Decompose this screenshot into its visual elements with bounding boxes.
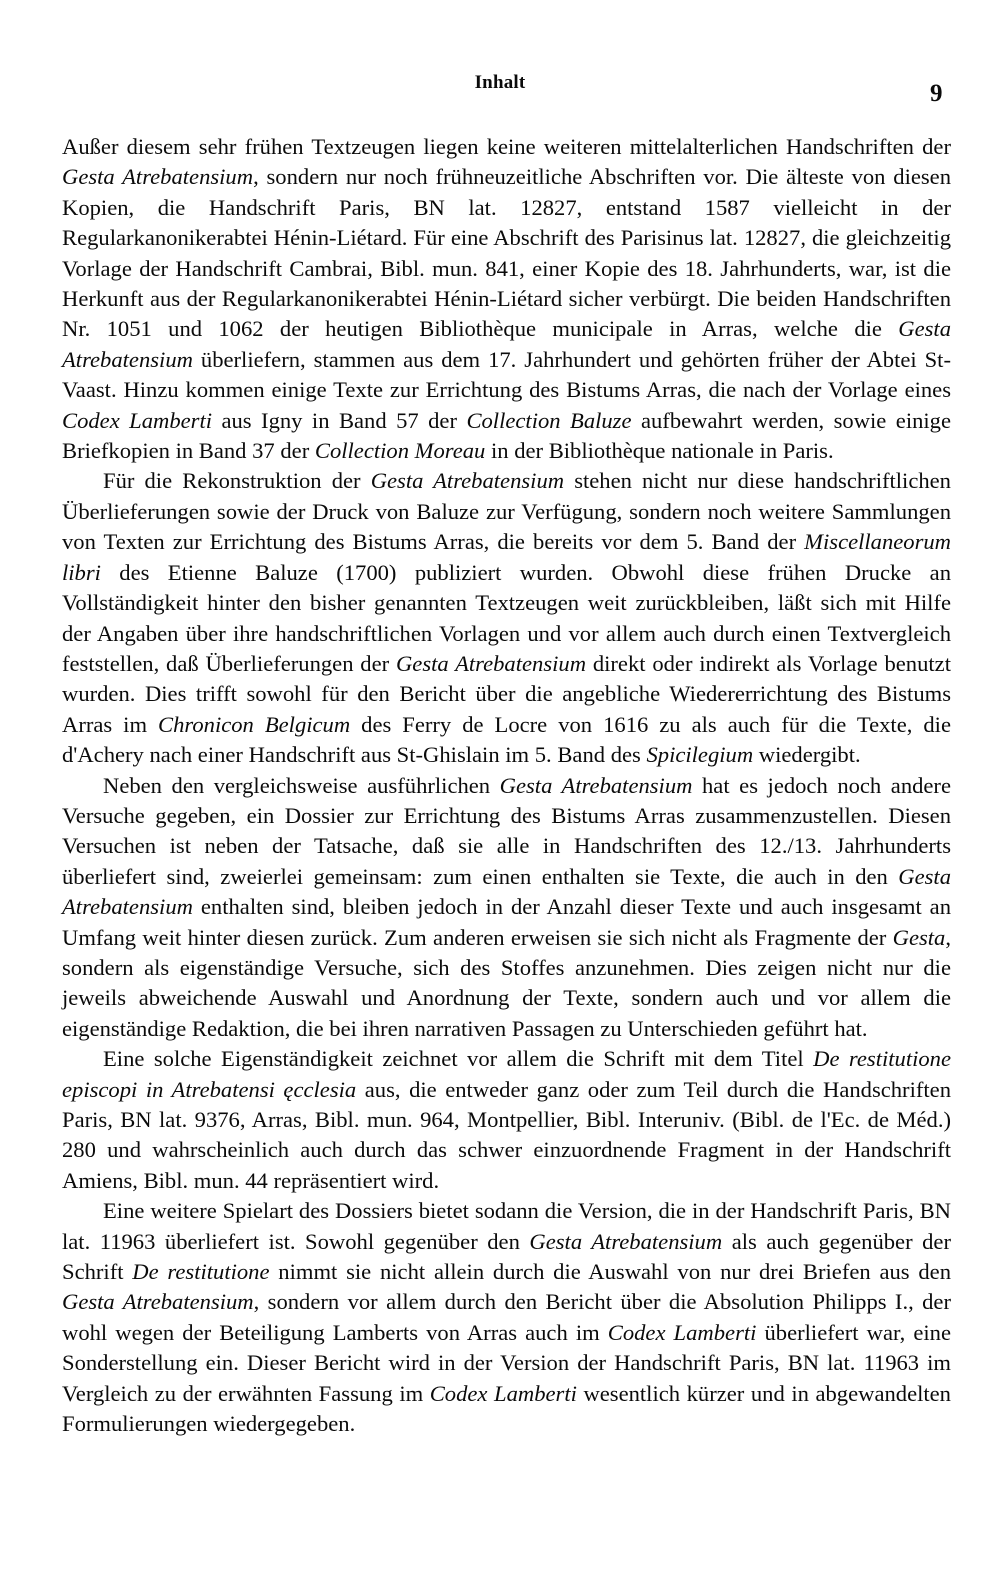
work-title: De restitutione (132, 1259, 270, 1285)
text-run: , sondern nur noch frühneuzeitliche Abschriften vor. Die älteste von diesen Kopien, die Handschrift Paris, BN lat. 12827, entstand 1587 vielleicht in der Regularkanonikerabtei Hénin-Liétard. Für eine Abschrift des Parisinus lat. 12827, die gleichzeitig Vorlage der Handschrift Cambrai, Bibl. mun. 841, einer Kopie des 18. Jahrhunderts, war, ist die Herkunft aus der Regularkanonikerabtei Hénin-Liétard sicher verbürgt. Die beiden Handschriften Nr. 1051 und 1062 der heutigen Bibliothèque municipale in Arras, welche die (62, 164, 951, 342)
page-number: 9 (930, 80, 943, 107)
work-title: Miscellaneorum libri (62, 529, 951, 585)
text-run: Für die Rekonstruktion der (103, 468, 371, 494)
text-run: Neben den vergleichsweise ausführlichen (103, 772, 500, 798)
text-run: des Ferry de Locre von 1616 zu als auch für die Texte, die d'Achery nach einer Handschrift aus St-Ghislain im 5. Band des (62, 711, 951, 768)
work-title: De restitutione episcopi in Atrebatensi ęcclesia (62, 1046, 952, 1102)
text-run: Außer diesem sehr frühen Textzeugen liegen keine weiteren mittelalterlichen Handschriften der (62, 134, 951, 159)
body-text (62, 132, 951, 1439)
text-run: nimmt sie nicht allein durch die Auswahl von nur drei Briefen aus den (269, 1259, 951, 1285)
work-title: Gesta Atrebatensium (62, 164, 254, 190)
text-run: wesentlich kürzer und in abgewandelten Formulierungen wiedergegeben. (62, 1380, 951, 1437)
work-title: Spicilegium (646, 742, 754, 768)
work-title: Codex Lamberti (607, 1319, 757, 1345)
paragraph-1 (62, 132, 951, 466)
work-title: Gesta Atrebatensium (499, 772, 693, 798)
work-title: Chronicon Belgicum (158, 711, 351, 737)
text-run: Eine solche Eigenständigkeit zeichnet vor allem die Schrift mit dem Titel (103, 1046, 814, 1072)
text-run: direkt oder indirekt als Vorlage benutzt wurden. Dies trifft sowohl für den Bericht über die angebliche Wiedererrichtung des Bistums Arras im (62, 650, 951, 737)
paragraph-4 (62, 1044, 951, 1196)
work-title: Collection Moreau (314, 438, 486, 464)
work-title: Gesta Atrebatensium (529, 1228, 723, 1254)
work-title: Codex Lamberti (429, 1380, 577, 1406)
paragraph-3 (62, 771, 951, 1045)
text-run: des Etienne Baluze (1700) publiziert wurden. Obwohl diese frühen Drucke an Vollständigkeit hinter den bisher genannten Textzeugen weit zurückbleiben, läßt sich mit Hilfe der Angaben über ihre handschriftlichen Vorlagen und vor allem auch durch einen Textvergleich feststellen, daß Überlieferungen der (62, 559, 951, 676)
text-run: als auch gegenüber der Schrift (62, 1228, 951, 1285)
text-run: hat es jedoch noch andere Versuche gegeben, ein Dossier zur Errichtung des Bistums Arras zusammenzustellen. Diesen Versuchen ist neben der Tatsache, daß sie alle in Handschriften des 12./13. Jahrhunderts überliefert sind, zweierlei gemeinsam: zum einen enthalten sie Texte, die auch in den (62, 772, 951, 889)
work-title: Gesta Atrebatensium (370, 468, 565, 494)
work-title: Gesta Atrebatensium (62, 1289, 254, 1315)
text-run: aufbewahrt werden, sowie einige Briefkopien in Band 37 der (62, 407, 951, 464)
text-run: stehen nicht nur diese handschriftlichen Überlieferungen sowie der Druck von Baluze zur Verfügung, sondern noch weitere Sammlungen von Texten zur Errichtung des Bistums Arras, die bereits vor dem 5. Band der (62, 468, 951, 555)
text-run: , sondern als eigenständige Versuche, sich des Stoffes anzunehmen. Dies zeigen nicht nur die jeweils abweichende Auswahl und Anordnung der Texte, sondern auch und vor allem die eigenständige Redaktion, die bei ihren narrativen Passagen zu Unterschieden geführt hat. (62, 924, 951, 1041)
running-head: Inhalt (474, 72, 526, 93)
work-title: Gesta Atrebatensium (62, 863, 951, 920)
text-run: wiedergibt. (753, 742, 861, 768)
text-run: überliefert war, eine Sonderstellung ein. Dieser Bericht wird in der Version der Handschrift Paris, BN lat. 11963 im Vergleich zu der erwähnten Fassung im (62, 1319, 951, 1406)
work-title: Gesta Atrebatensium (62, 316, 951, 372)
text-run: enthalten sind, bleiben jedoch in der Anzahl dieser Texte und auch insgesamt an Umfang weit hinter diesen zurück. Zum anderen erweisen sie sich nicht als Fragmente der (62, 894, 951, 950)
work-title: Collection Baluze (466, 407, 632, 433)
text-run: aus, die entweder ganz oder zum Teil durch die Handschriften Paris, BN lat. 9376, Arras, Bibl. mun. 964, Montpellier, Bibl. Interuniv. (Bibl. de l'Ec. de Méd.) 280 und wahrscheinlich auch durch das schwer einzuordnende Fragment in der Handschrift Amiens, Bibl. mun. 44 repräsentiert wird. (62, 1076, 951, 1193)
text-run: Eine weitere Spielart des Dossiers bietet sodann die Version, die in der Handschrift Paris, BN lat. 11963 überliefert ist. Sowohl gegenüber den (62, 1198, 951, 1254)
work-title: Codex Lamberti (62, 407, 213, 433)
paragraph-5 (62, 1196, 951, 1439)
paragraph-2 (62, 466, 951, 770)
text-run: aus Igny in Band 57 der (212, 407, 467, 433)
text-run: in der Bibliothèque nationale in Paris. (485, 438, 834, 464)
work-title: Gesta Atrebatensium (395, 650, 587, 676)
text-run: , sondern vor allem durch den Bericht über die Absolution Philipps I., der wohl wegen der Beteiligung Lamberts von Arras auch im (62, 1289, 951, 1345)
work-title: Gesta (892, 924, 946, 950)
text-run: überliefern, stammen aus dem 17. Jahrhundert und gehörten früher der Abtei St-Vaast. Hinzu kommen einige Texte zur Errichtung des Bistums Arras, die nach der Vorlage eines (62, 346, 951, 403)
